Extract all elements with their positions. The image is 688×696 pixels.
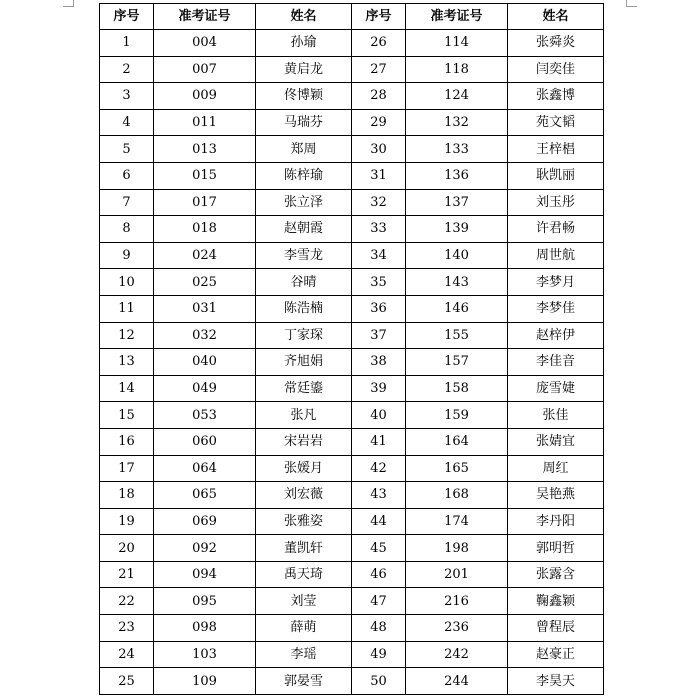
seq-right-cell: 29 bbox=[352, 109, 406, 136]
table-row bbox=[100, 615, 604, 642]
seq-right-cell: 26 bbox=[352, 30, 406, 57]
name-left-cell: 马瑞芬 bbox=[256, 109, 352, 136]
name-right-cell: 鞠鑫颖 bbox=[508, 588, 604, 615]
name-left-cell: 张立泽 bbox=[256, 189, 352, 216]
table-row bbox=[100, 56, 604, 83]
seq-right-cell: 30 bbox=[352, 136, 406, 163]
table-row bbox=[100, 535, 604, 562]
exam-id-right-cell: 216 bbox=[406, 588, 508, 615]
seq-left-cell: 13 bbox=[100, 349, 154, 376]
name-left-cell: 禹天琦 bbox=[256, 561, 352, 588]
exam-id-right-cell: 143 bbox=[406, 269, 508, 296]
seq-left-cell: 3 bbox=[100, 83, 154, 110]
name-right-cell: 张婧宜 bbox=[508, 428, 604, 455]
seq-right-cell: 41 bbox=[352, 428, 406, 455]
seq-left-cell: 22 bbox=[100, 588, 154, 615]
name-left-cell: 张媛月 bbox=[256, 455, 352, 482]
name-left-cell: 谷晴 bbox=[256, 269, 352, 296]
seq-right-cell: 49 bbox=[352, 641, 406, 668]
name-right-cell: 张佳 bbox=[508, 402, 604, 429]
exam-id-right-cell: 236 bbox=[406, 615, 508, 642]
name-right-cell: 郭明哲 bbox=[508, 535, 604, 562]
seq-right-cell: 40 bbox=[352, 402, 406, 429]
seq-left-cell: 14 bbox=[100, 375, 154, 402]
name-right-cell: 曾程辰 bbox=[508, 615, 604, 642]
name-right-cell: 苑文韬 bbox=[508, 109, 604, 136]
exam-id-right-cell: 124 bbox=[406, 83, 508, 110]
exam-id-right-cell: 114 bbox=[406, 30, 508, 57]
name-right-cell: 庞雪婕 bbox=[508, 375, 604, 402]
name-left-cell: 郑周 bbox=[256, 136, 352, 163]
name-right-cell: 李佳音 bbox=[508, 349, 604, 376]
exam-id-left-cell: 053 bbox=[154, 402, 256, 429]
exam-id-left-cell: 024 bbox=[154, 242, 256, 269]
exam-id-left-cell: 109 bbox=[154, 668, 256, 695]
exam-id-left-cell: 011 bbox=[154, 109, 256, 136]
name-left-cell: 陈梓瑜 bbox=[256, 162, 352, 189]
exam-id-right-cell: 244 bbox=[406, 668, 508, 695]
table-row bbox=[100, 109, 604, 136]
table-row bbox=[100, 189, 604, 216]
name-right-cell: 吴艳燕 bbox=[508, 482, 604, 509]
seq-left-cell: 16 bbox=[100, 428, 154, 455]
name-left-cell: 陈浩楠 bbox=[256, 295, 352, 322]
name-left-cell: 赵朝霞 bbox=[256, 216, 352, 243]
name-left-cell: 郭晏雪 bbox=[256, 668, 352, 695]
name-left-cell: 李雪龙 bbox=[256, 242, 352, 269]
seq-left-cell: 2 bbox=[100, 56, 154, 83]
seq-left-cell: 5 bbox=[100, 136, 154, 163]
table-row bbox=[100, 482, 604, 509]
header-exam-id-right: 准考证号 bbox=[406, 4, 508, 30]
table-row bbox=[100, 561, 604, 588]
exam-id-left-cell: 017 bbox=[154, 189, 256, 216]
name-right-cell: 闫奕佳 bbox=[508, 56, 604, 83]
name-right-cell: 李昊天 bbox=[508, 668, 604, 695]
seq-right-cell: 32 bbox=[352, 189, 406, 216]
seq-left-cell: 18 bbox=[100, 482, 154, 509]
exam-id-left-cell: 103 bbox=[154, 641, 256, 668]
table-row bbox=[100, 588, 604, 615]
seq-left-cell: 6 bbox=[100, 162, 154, 189]
name-right-cell: 耿凯丽 bbox=[508, 162, 604, 189]
exam-id-right-cell: 118 bbox=[406, 56, 508, 83]
exam-id-left-cell: 092 bbox=[154, 535, 256, 562]
name-left-cell: 李瑶 bbox=[256, 641, 352, 668]
name-right-cell: 李梦佳 bbox=[508, 295, 604, 322]
exam-id-left-cell: 060 bbox=[154, 428, 256, 455]
exam-id-left-cell: 069 bbox=[154, 508, 256, 535]
exam-id-right-cell: 155 bbox=[406, 322, 508, 349]
table-row bbox=[100, 162, 604, 189]
seq-right-cell: 45 bbox=[352, 535, 406, 562]
header-name-right: 姓名 bbox=[508, 4, 604, 30]
table-row bbox=[100, 295, 604, 322]
name-left-cell: 孙瑜 bbox=[256, 30, 352, 57]
name-right-cell: 张鑫博 bbox=[508, 83, 604, 110]
seq-right-cell: 33 bbox=[352, 216, 406, 243]
exam-id-left-cell: 098 bbox=[154, 615, 256, 642]
seq-right-cell: 43 bbox=[352, 482, 406, 509]
name-left-cell: 常廷鎏 bbox=[256, 375, 352, 402]
name-left-cell: 薛萌 bbox=[256, 615, 352, 642]
table-row bbox=[100, 136, 604, 163]
seq-left-cell: 15 bbox=[100, 402, 154, 429]
exam-id-right-cell: 168 bbox=[406, 482, 508, 509]
name-right-cell: 赵梓伊 bbox=[508, 322, 604, 349]
table-row bbox=[100, 242, 604, 269]
name-left-cell: 张雅姿 bbox=[256, 508, 352, 535]
name-left-cell: 佟博颖 bbox=[256, 83, 352, 110]
exam-id-left-cell: 009 bbox=[154, 83, 256, 110]
header-exam-id-left: 准考证号 bbox=[154, 4, 256, 30]
table-row bbox=[100, 349, 604, 376]
name-left-cell: 张凡 bbox=[256, 402, 352, 429]
table-row bbox=[100, 455, 604, 482]
name-left-cell: 丁家琛 bbox=[256, 322, 352, 349]
exam-id-right-cell: 140 bbox=[406, 242, 508, 269]
seq-right-cell: 38 bbox=[352, 349, 406, 376]
exam-id-right-cell: 157 bbox=[406, 349, 508, 376]
seq-left-cell: 9 bbox=[100, 242, 154, 269]
seq-right-cell: 35 bbox=[352, 269, 406, 296]
exam-id-right-cell: 165 bbox=[406, 455, 508, 482]
seq-right-cell: 27 bbox=[352, 56, 406, 83]
seq-right-cell: 42 bbox=[352, 455, 406, 482]
name-left-cell: 齐旭娟 bbox=[256, 349, 352, 376]
table-row bbox=[100, 641, 604, 668]
seq-left-cell: 24 bbox=[100, 641, 154, 668]
seq-left-cell: 20 bbox=[100, 535, 154, 562]
exam-id-left-cell: 095 bbox=[154, 588, 256, 615]
seq-right-cell: 46 bbox=[352, 561, 406, 588]
seq-right-cell: 48 bbox=[352, 615, 406, 642]
exam-id-left-cell: 040 bbox=[154, 349, 256, 376]
exam-id-right-cell: 159 bbox=[406, 402, 508, 429]
header-name-left: 姓名 bbox=[256, 4, 352, 30]
name-left-cell: 刘宏薇 bbox=[256, 482, 352, 509]
name-right-cell: 许君畅 bbox=[508, 216, 604, 243]
header-seq-left: 序号 bbox=[100, 4, 154, 30]
exam-id-left-cell: 064 bbox=[154, 455, 256, 482]
exam-id-left-cell: 032 bbox=[154, 322, 256, 349]
page-corner-mark-right bbox=[626, 0, 637, 7]
exam-id-right-cell: 242 bbox=[406, 641, 508, 668]
name-left-cell: 黄启龙 bbox=[256, 56, 352, 83]
table-row bbox=[100, 402, 604, 429]
table-row bbox=[100, 668, 604, 695]
exam-id-left-cell: 094 bbox=[154, 561, 256, 588]
seq-left-cell: 1 bbox=[100, 30, 154, 57]
name-right-cell: 周红 bbox=[508, 455, 604, 482]
exam-id-left-cell: 049 bbox=[154, 375, 256, 402]
exam-id-left-cell: 015 bbox=[154, 162, 256, 189]
seq-right-cell: 47 bbox=[352, 588, 406, 615]
seq-left-cell: 7 bbox=[100, 189, 154, 216]
seq-left-cell: 25 bbox=[100, 668, 154, 695]
name-right-cell: 李丹阳 bbox=[508, 508, 604, 535]
table-row bbox=[100, 428, 604, 455]
name-right-cell: 周世航 bbox=[508, 242, 604, 269]
seq-left-cell: 8 bbox=[100, 216, 154, 243]
table-row bbox=[100, 508, 604, 535]
seq-right-cell: 50 bbox=[352, 668, 406, 695]
exam-id-right-cell: 139 bbox=[406, 216, 508, 243]
exam-id-right-cell: 132 bbox=[406, 109, 508, 136]
table-row bbox=[100, 375, 604, 402]
seq-right-cell: 37 bbox=[352, 322, 406, 349]
seq-left-cell: 11 bbox=[100, 295, 154, 322]
candidate-table bbox=[99, 3, 604, 695]
name-left-cell: 刘莹 bbox=[256, 588, 352, 615]
exam-id-right-cell: 198 bbox=[406, 535, 508, 562]
exam-id-right-cell: 174 bbox=[406, 508, 508, 535]
seq-left-cell: 21 bbox=[100, 561, 154, 588]
table-row bbox=[100, 83, 604, 110]
exam-id-left-cell: 031 bbox=[154, 295, 256, 322]
table-body bbox=[100, 30, 604, 695]
seq-right-cell: 34 bbox=[352, 242, 406, 269]
seq-left-cell: 4 bbox=[100, 109, 154, 136]
name-left-cell: 董凯轩 bbox=[256, 535, 352, 562]
seq-right-cell: 31 bbox=[352, 162, 406, 189]
exam-id-right-cell: 136 bbox=[406, 162, 508, 189]
name-right-cell: 王梓椙 bbox=[508, 136, 604, 163]
table-header-row bbox=[100, 4, 604, 30]
exam-id-right-cell: 133 bbox=[406, 136, 508, 163]
table-row bbox=[100, 216, 604, 243]
seq-left-cell: 10 bbox=[100, 269, 154, 296]
exam-id-left-cell: 025 bbox=[154, 269, 256, 296]
name-right-cell: 李梦月 bbox=[508, 269, 604, 296]
exam-id-left-cell: 013 bbox=[154, 136, 256, 163]
table-row bbox=[100, 269, 604, 296]
seq-left-cell: 23 bbox=[100, 615, 154, 642]
exam-id-left-cell: 004 bbox=[154, 30, 256, 57]
seq-left-cell: 12 bbox=[100, 322, 154, 349]
seq-right-cell: 28 bbox=[352, 83, 406, 110]
header-seq-right: 序号 bbox=[352, 4, 406, 30]
exam-id-left-cell: 007 bbox=[154, 56, 256, 83]
seq-left-cell: 17 bbox=[100, 455, 154, 482]
seq-right-cell: 39 bbox=[352, 375, 406, 402]
name-right-cell: 张舜炎 bbox=[508, 30, 604, 57]
exam-id-right-cell: 137 bbox=[406, 189, 508, 216]
exam-id-right-cell: 164 bbox=[406, 428, 508, 455]
name-right-cell: 张露含 bbox=[508, 561, 604, 588]
exam-id-right-cell: 158 bbox=[406, 375, 508, 402]
exam-id-right-cell: 146 bbox=[406, 295, 508, 322]
name-left-cell: 宋岩岩 bbox=[256, 428, 352, 455]
seq-right-cell: 44 bbox=[352, 508, 406, 535]
table-row bbox=[100, 30, 604, 57]
exam-id-left-cell: 018 bbox=[154, 216, 256, 243]
name-right-cell: 赵豪正 bbox=[508, 641, 604, 668]
name-right-cell: 刘玉彤 bbox=[508, 189, 604, 216]
table-row bbox=[100, 322, 604, 349]
seq-left-cell: 19 bbox=[100, 508, 154, 535]
exam-id-right-cell: 201 bbox=[406, 561, 508, 588]
exam-id-left-cell: 065 bbox=[154, 482, 256, 509]
page-corner-mark-left bbox=[63, 0, 74, 7]
seq-right-cell: 36 bbox=[352, 295, 406, 322]
